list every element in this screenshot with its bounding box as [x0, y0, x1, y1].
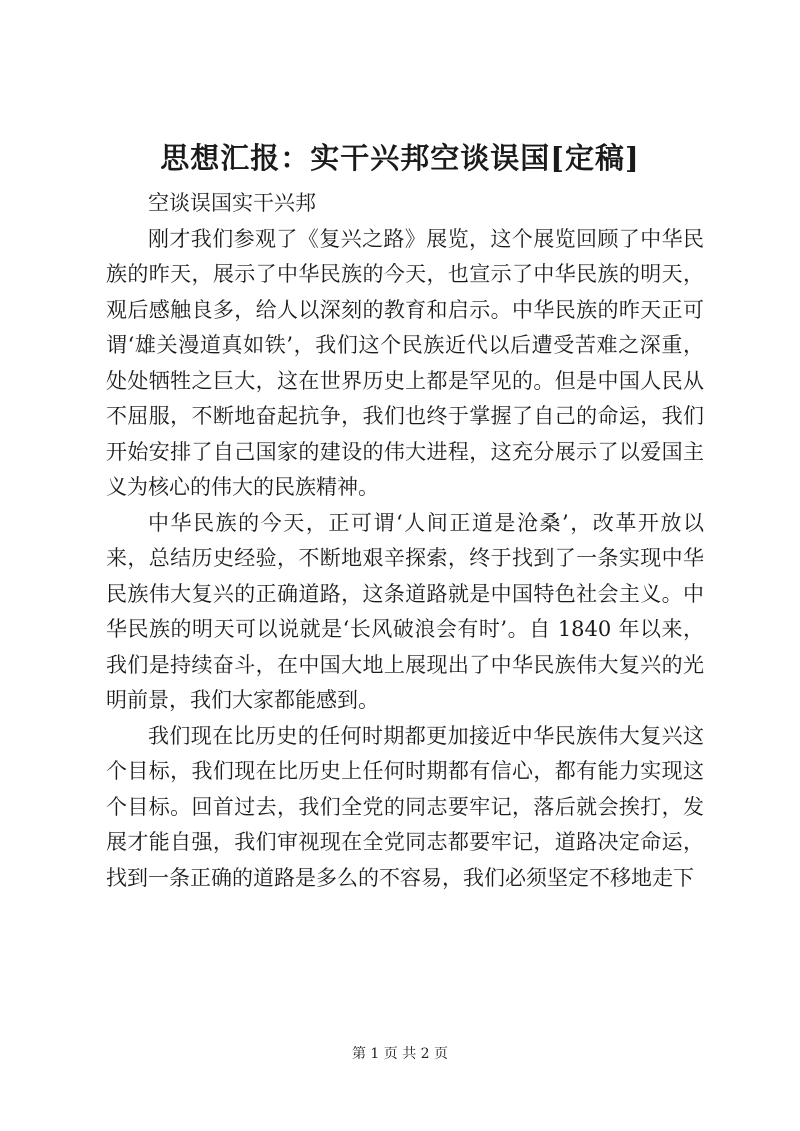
paragraph: 我们现在比历史的任何时期都更加接近中华民族伟大复兴这个目标，我们现在比历史上任何时期都有信心，都有能力实现这个目标。回首过去，我们全党的同志要牢记，落后就会挨打，发展才能自强，我们审视现在全党同志都要牢记，道路决定命运，找到一条正确的道路是多么的不容易，我们必须坚定不移地走下 [106, 723, 704, 890]
paragraph: 刚才我们参观了《复兴之路》展览，这个展览回顾了中华民族的昨天，展示了中华民族的今天，也宣示了中华民族的明天，观后感触良多，给人以深刻的教育和启示。中华民族的昨天正可谓‘雄关漫道真如铁’，我们这个民族近代以后遭受苦难之深重，处处牺牲之巨大，这在世界历史上都是罕见的。但是中国人民从不屈服，不断地奋起抗争，我们也终于掌握了自己的命运，我们开始安排了自己国家的建设的伟大进程，这充分展示了以爱国主义为核心的伟大的民族精神。 [106, 226, 704, 499]
document-body [106, 186, 704, 896]
paragraph: 中华民族的今天，正可谓‘人间正道是沧桑’，改革开放以来，总结历史经验，不断地艰辛探索，终于找到了一条实现中华民族伟大复兴的正确道路，这条道路就是中国特色社会主义。中华民族的明天可以说就是‘长风破浪会有时’。自 1840 年以来，我们是持续奋斗，在中国大地上展现出了中华民族伟大复兴的光明前景，我们大家都能感到。 [106, 510, 704, 712]
paragraph-subtitle: 空谈误国实干兴邦 [148, 191, 316, 215]
document-title: 思想汇报：实干兴邦空谈误国[定稿] [160, 141, 640, 175]
page-footer: 第 1 页 共 2 页 [351, 1046, 449, 1062]
